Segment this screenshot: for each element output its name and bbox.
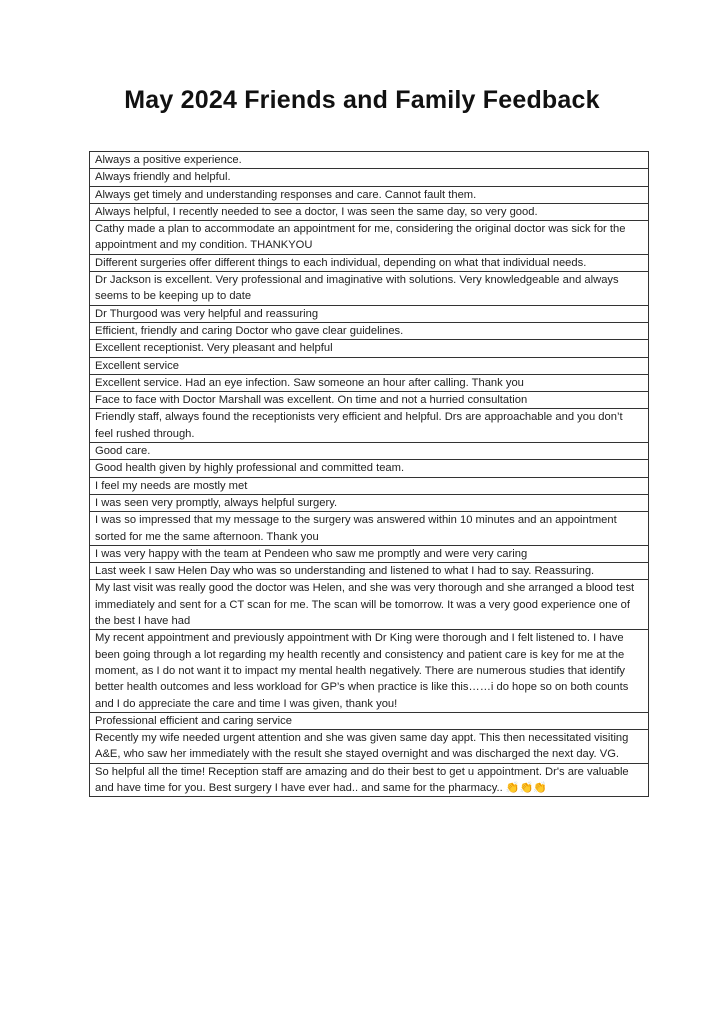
feedback-comment: I feel my needs are mostly met <box>90 477 649 494</box>
table-row <box>90 305 649 322</box>
table-row <box>90 186 649 203</box>
table-row <box>90 712 649 729</box>
clapping-hands-icon: 👏👏👏 <box>505 780 547 794</box>
feedback-comment: Friendly staff, always found the receptionists very efficient and helpful. Drs are approachable and you don’t feel rushed through. <box>90 409 649 443</box>
feedback-comment: I was very happy with the team at Pendeen who saw me promptly and were very caring <box>90 545 649 562</box>
feedback-comment: Good health given by highly professional and committed team. <box>90 460 649 477</box>
feedback-comment: Always helpful, I recently needed to see a doctor, I was seen the same day, so very good. <box>90 203 649 220</box>
table-row <box>90 763 649 797</box>
feedback-comment: Different surgeries offer different things to each individual, depending on what that individual needs. <box>90 254 649 271</box>
table-row <box>90 340 649 357</box>
table-row <box>90 563 649 580</box>
table-row <box>90 512 649 546</box>
table-row <box>90 221 649 255</box>
feedback-comment: I was so impressed that my message to the surgery was answered within 10 minutes and an appointment sorted for me the same afternoon. Thank you <box>90 512 649 546</box>
feedback-comment: Recently my wife needed urgent attention and she was given same day appt. This then necessitated visiting A&E, who saw her immediately with the result she stayed overnight and was discharged the next day. VG. <box>90 730 649 764</box>
feedback-table <box>89 151 649 797</box>
feedback-comment: Dr Thurgood was very helpful and reassuring <box>90 305 649 322</box>
table-row <box>90 322 649 339</box>
feedback-comment: Always friendly and helpful. <box>90 169 649 186</box>
table-row <box>90 730 649 764</box>
feedback-comment: My recent appointment and previously appointment with Dr King were thorough and I felt listened to. I have been going through a lot regarding my health recently and consistency and patient care is key for me at the moment, as I do not want it to impact my mental health negatively. There are numerous studies that identify better health outcomes and less workload for GP’s when practice is like this……i do hope so on both counts and I do appreciate the care and time I was given, thank you! <box>90 630 649 712</box>
feedback-comment: Efficient, friendly and caring Doctor who gave clear guidelines. <box>90 322 649 339</box>
table-row <box>90 374 649 391</box>
feedback-comment: Face to face with Doctor Marshall was excellent. On time and not a hurried consultation <box>90 392 649 409</box>
feedback-comment <box>90 763 649 797</box>
feedback-comment: Cathy made a plan to accommodate an appointment for me, considering the original doctor was sick for the appointment and my condition. THANKYOU <box>90 221 649 255</box>
feedback-comment: Excellent service. Had an eye infection. Saw someone an hour after calling. Thank you <box>90 374 649 391</box>
page-title: May 2024 Friends and Family Feedback <box>124 86 600 114</box>
table-row <box>90 460 649 477</box>
table-row <box>90 580 649 630</box>
feedback-comment: I was seen very promptly, always helpful surgery. <box>90 494 649 511</box>
table-row <box>90 203 649 220</box>
feedback-comment: Always a positive experience. <box>90 152 649 169</box>
feedback-comment: Excellent service <box>90 357 649 374</box>
table-row <box>90 357 649 374</box>
table-row <box>90 169 649 186</box>
feedback-comment: My last visit was really good the doctor was Helen, and she was very thorough and she arranged a blood test immediately and sent for a CT scan for me. The scan will be tomorrow. It was a very good experience one of the best I have had <box>90 580 649 630</box>
feedback-comment-text: So helpful all the time! Reception staff are amazing and do their best to get u appointment. Dr's are valuable and have time for you. Best surgery I have ever had.. and same for the pharmacy.. <box>95 765 629 794</box>
feedback-comment: Excellent receptionist. Very pleasant and helpful <box>90 340 649 357</box>
table-row <box>90 477 649 494</box>
table-row <box>90 494 649 511</box>
feedback-comment: Always get timely and understanding responses and care. Cannot fault them. <box>90 186 649 203</box>
table-row <box>90 409 649 443</box>
table-row <box>90 630 649 712</box>
table-row <box>90 443 649 460</box>
table-row <box>90 272 649 306</box>
feedback-comment: Professional efficient and caring service <box>90 712 649 729</box>
feedback-comment: Last week I saw Helen Day who was so understanding and listened to what I had to say. Reassuring. <box>90 563 649 580</box>
table-row <box>90 254 649 271</box>
table-row <box>90 152 649 169</box>
feedback-comment: Dr Jackson is excellent. Very professional and imaginative with solutions. Very knowledgeable and always seems to be keeping up to date <box>90 272 649 306</box>
table-row <box>90 392 649 409</box>
feedback-comment: Good care. <box>90 443 649 460</box>
table-row <box>90 545 649 562</box>
feedback-table-body <box>90 152 649 797</box>
